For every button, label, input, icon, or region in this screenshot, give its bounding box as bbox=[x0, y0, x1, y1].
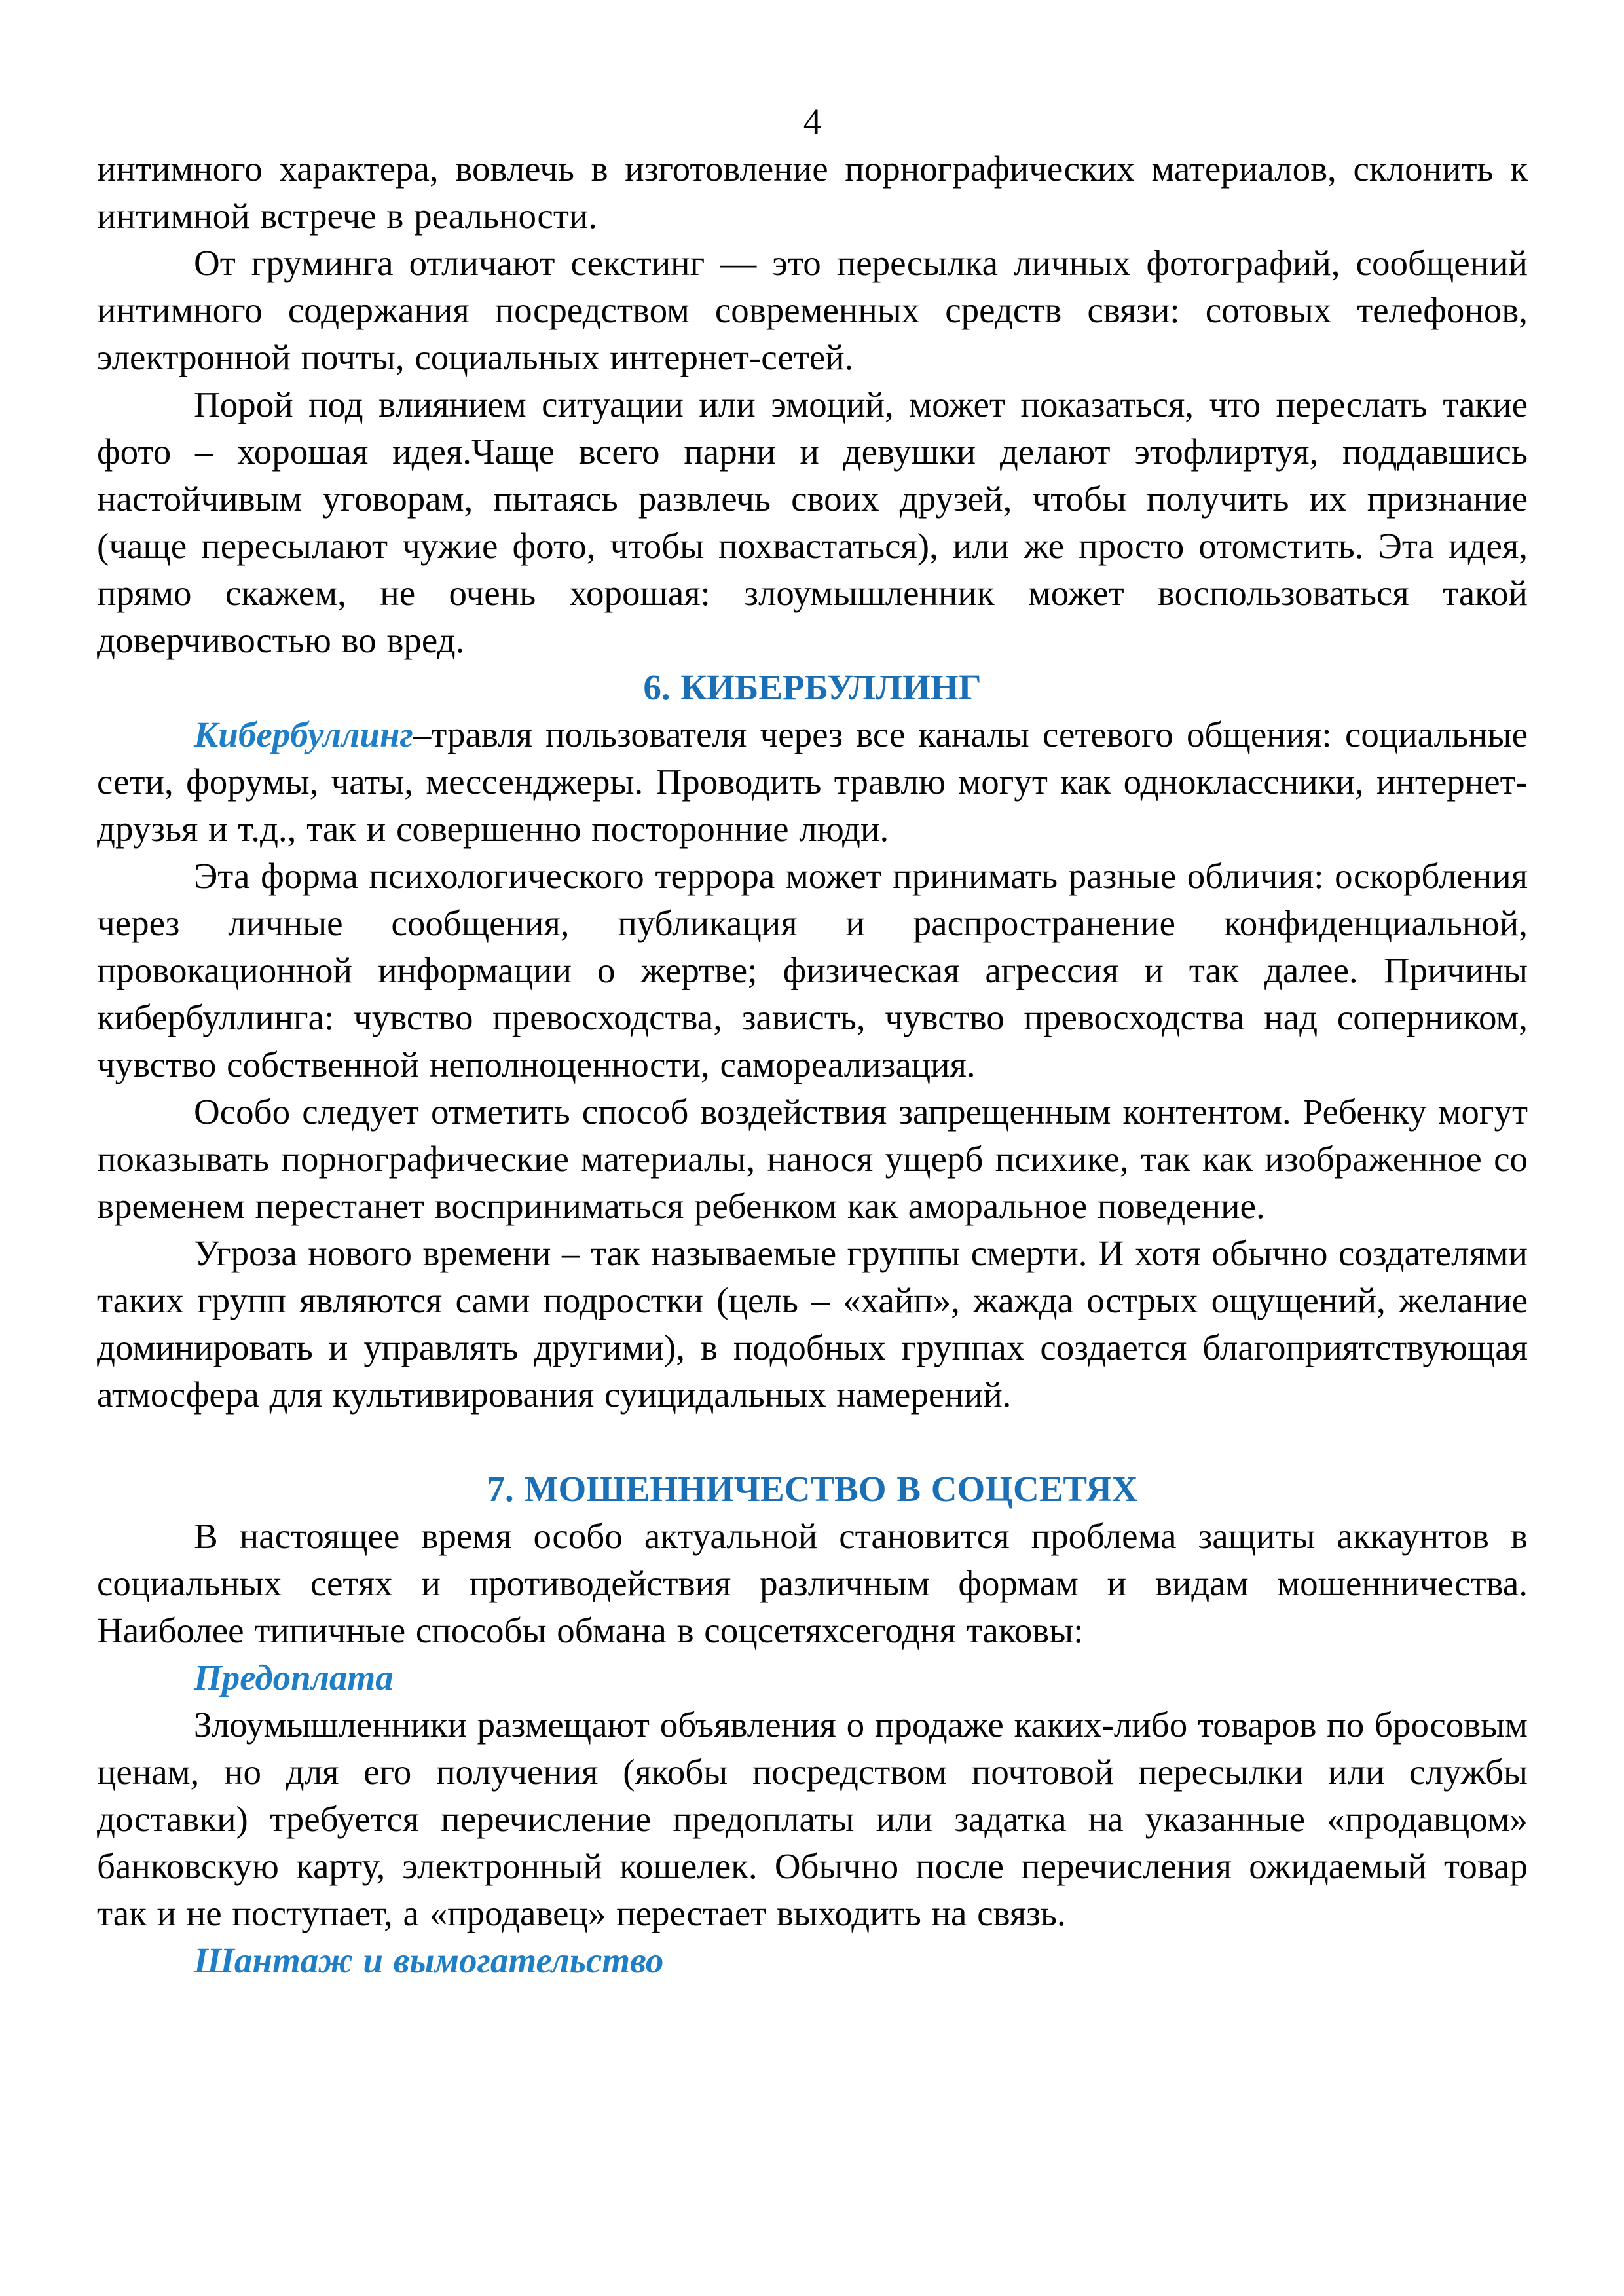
body-paragraph: Эта форма психологического террора может принимать разные обличия: оскорбления через личные сообщения, публикация и распространение конфиденциальной, провокационной информации о жертве; физическая агрессия и так далее. Причины кибербуллинга: чувство превосходства, зависть, чувство превосходства над соперником, чувство собственной неполноценности, самореализация. bbox=[97, 856, 1528, 1084]
body-paragraph: интимного характера, вовлечь в изготовление порнографических материалов, склонить к интимной встрече в реальности. bbox=[97, 149, 1528, 236]
body-paragraph: Особо следует отметить способ воздействия запрещенным контентом. Ребенку могут показывать порнографические материалы, нанося ущерб психике, так как изображенное со временем перестанет восприниматься ребенком как аморальное поведение. bbox=[97, 1092, 1528, 1226]
page-number: 4 bbox=[803, 102, 822, 141]
paragraph-text: –травля пользователя через все каналы сетевого общения: социальные сети, форумы, чаты, мессенджеры. Проводить травлю могут как одноклассники, интернет-друзья и т.д., так и совершенно посторонние люди. bbox=[97, 714, 1528, 849]
body-paragraph: В настоящее время особо актуальной становится проблема защиты аккаунтов в социальных сетях и противодействия различным формам и видам мошенничества. Наиболее типичные способы обмана в соцсетяхсегодня таковы: bbox=[97, 1516, 1528, 1650]
section-subheading: Предоплата bbox=[194, 1657, 394, 1697]
body-paragraph: Порой под влиянием ситуации или эмоций, может показаться, что переслать такие фото – хорошая идея.Чаще всего парни и девушки делают этофлиртуя, поддавшись настойчивым уговорам, пытаясь развлечь своих друзей, чтобы получить их признание (чаще пересылают чужие фото, чтобы похвастаться), или же просто отомстить. Эта идея, прямо скажем, не очень хорошая: злоумышленник может воспользоваться такой доверчивостью во вред. bbox=[97, 384, 1528, 660]
chapter-heading: 6. КИБЕРБУЛЛИНГ bbox=[643, 667, 982, 707]
term-highlight: Кибербуллинг bbox=[194, 714, 413, 754]
document-body bbox=[97, 145, 1528, 1984]
chapter-heading: 7. МОШЕННИЧЕСТВО В СОЦСЕТЯХ bbox=[487, 1469, 1138, 1509]
body-paragraph: От груминга отличают секстинг — это пересылка личных фотографий, сообщений интимного содержания посредством современных средств связи: сотовых телефонов, электронной почты, социальных интернет-сетей. bbox=[97, 243, 1528, 377]
body-paragraph bbox=[97, 711, 1528, 853]
paragraph-spacer bbox=[97, 1418, 1528, 1466]
body-paragraph: Злоумышленники размещают объявления о продаже каких-либо товаров по бросовым ценам, но для его получения (якобы посредством почтовой пересылки или службы доставки) требуется перечисление предоплаты или задатка на указанные «продавцом» банковскую карту, электронный кошелек. Обычно после перечисления ожидаемый товар так и не поступает, а «продавец» перестает выходить на связь. bbox=[97, 1705, 1528, 1933]
section-subheading: Шантаж и вымогательство bbox=[194, 1940, 664, 1980]
body-paragraph: Угроза нового времени – так называемые группы смерти. И хотя обычно создателями таких групп являются сами подростки (цель – «хайп», жажда острых ощущений, желание доминировать и управлять другими), в подобных группах создается благоприятствующая атмосфера для культивирования суицидальных намерений. bbox=[97, 1233, 1528, 1415]
